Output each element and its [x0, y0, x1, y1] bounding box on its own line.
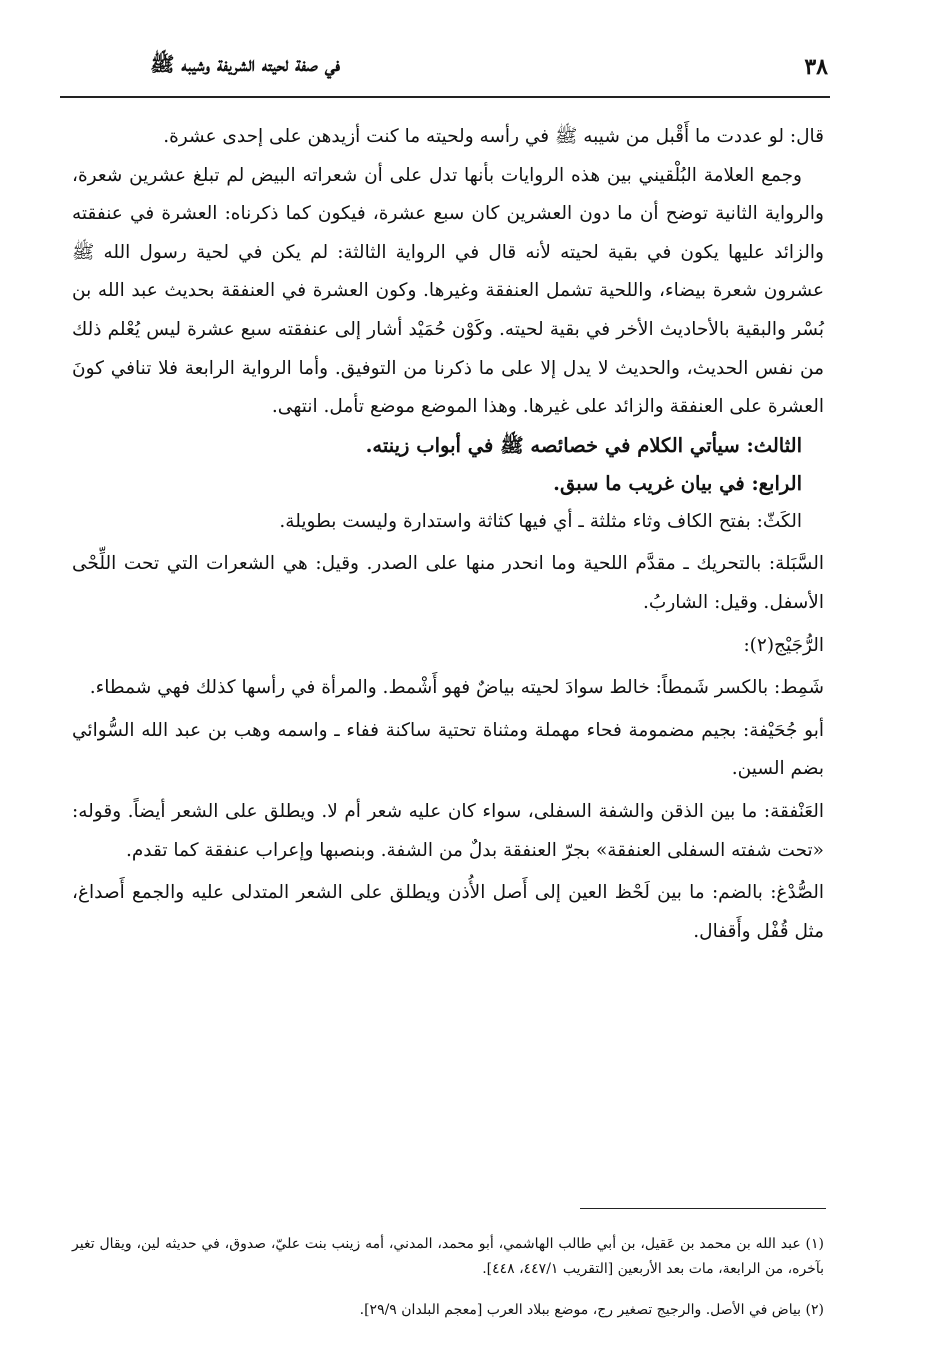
gloss-anfaqa: العَنْفقة: ما بين الذقن والشفة السفلى، سواء كان عليه شعر أم لا. ويطلق على الشعر أيضاً. وقوله: «تحت شفته السفلى العنفقة» بجرّ العنفقة بدلٌ من الشفة. وبنصبها وإعراب عنفقة كما تقدم.	[72, 800, 824, 861]
footnote-2: (٢) بياض في الأصل. والرجيج تصغير رج، موضع ببلاد العرب [معجم البلدان ٢٩/٩].	[359, 1302, 824, 1318]
header-rule	[60, 96, 830, 98]
page-header	[60, 52, 830, 96]
section-third: الثالث: سيأتي الكلام في خصائصه ﷺ في أبواب زينته.	[365, 433, 802, 457]
paragraph-quote: قال: لو عددت ما أَقْبل من شيبه ﷺ في رأسه ولحيته ما كنت أزيدهن على إحدى عشرة.	[163, 126, 824, 147]
gloss-rujayj: الرُّجَيْج(٢):	[743, 634, 824, 656]
gloss-sabala: السَّبَلة: بالتحريك ـ مقدَّم اللحية وما انحدر منها على الصدر. وقيل: هي الشعرات التي تحت اللِّحْى الأسفل. وقيل: الشاربُ.	[72, 553, 824, 613]
main-text	[72, 118, 824, 951]
section-fourth-heading: الرابع: في بيان غريب ما سبق.	[553, 471, 802, 495]
running-title: في صفة لحيته الشريفة وشيبه ﷺ	[150, 52, 340, 76]
footnote-1: (١) عبد الله بن محمد بن عَقيل، بن أبي طالب الهاشمي، أبو محمد، المدني، أمه زينب بنت عليّ، صدوق، في حديثه لين، ويقال تغير بآخره، من الرابعة، مات بعد الأربعين [التقريب ٤٤٧/١، ٤٤٨].	[72, 1236, 824, 1277]
gloss-abu-juhayfa: أبو جُحَيْفة: بجيم مضمومة فحاء مهملة ومثناة تحتية ساكنة ففاء ـ واسمه وهب بن عبد الله السُّوائي بضم السين.	[72, 719, 824, 780]
gloss-sudgh: الصُّدْغ: بالضم: ما بين لَحْظ العين إلى أَصل الأُذن ويطلق على الشعر المتدلى عليه والجمع أَصداغ، مثل قُفْل وأَقفال.	[72, 882, 824, 942]
gloss-kath: الكَثّ: بفتح الكاف وثاء مثلثة ـ أي فيها كثاثة واستدارة وليست بطويلة.	[279, 510, 802, 532]
footnote-rule	[580, 1208, 826, 1209]
gloss-shamit: شَمِط: بالكسر شَمطاً: خالط سوادَ لحيته بياضٌ فهو أَشْمط. والمرأة في رأسها كذلك فهي شمطاء.	[89, 677, 824, 699]
paragraph-bulqini: وجمع العلامة البُلْقيني بين هذه الروايات بأنها تدل على أن شعراته البيض لم تبلغ عشرين شعرة، والرواية الثانية توضح أن ما دون العشرين كان سبع عشرة، فيكون كما ذكرناه: العشرة في عنفقته والزائد عليها يكون في بقية لحيته لأنه قال في الرواية الثالثة: لم يكن في لحية رسول الله ﷺ عشرون شعرة بيضاء، واللحية تشمل العنفقة وغيرها. وكون العشرة في العنفقة بحديث عبد الله بن بُسْر والبقية بالأحاديث الأخر في بقية لحيته. وكَوْن حُمَيْد أشار إلى عنفقته سبع عشرة ليس يُعْلم ذلك من نفس الحديث، والحديث لا يدل إلا على ما ذكرنا من التوفيق. وأما الرواية الرابعة فلا تنافي كونَ العشرة على العنفقة والزائد على غيرها. وهذا الموضع موضع تأمل. انتهى.	[72, 164, 824, 418]
page-number: ٣٨	[804, 54, 828, 80]
